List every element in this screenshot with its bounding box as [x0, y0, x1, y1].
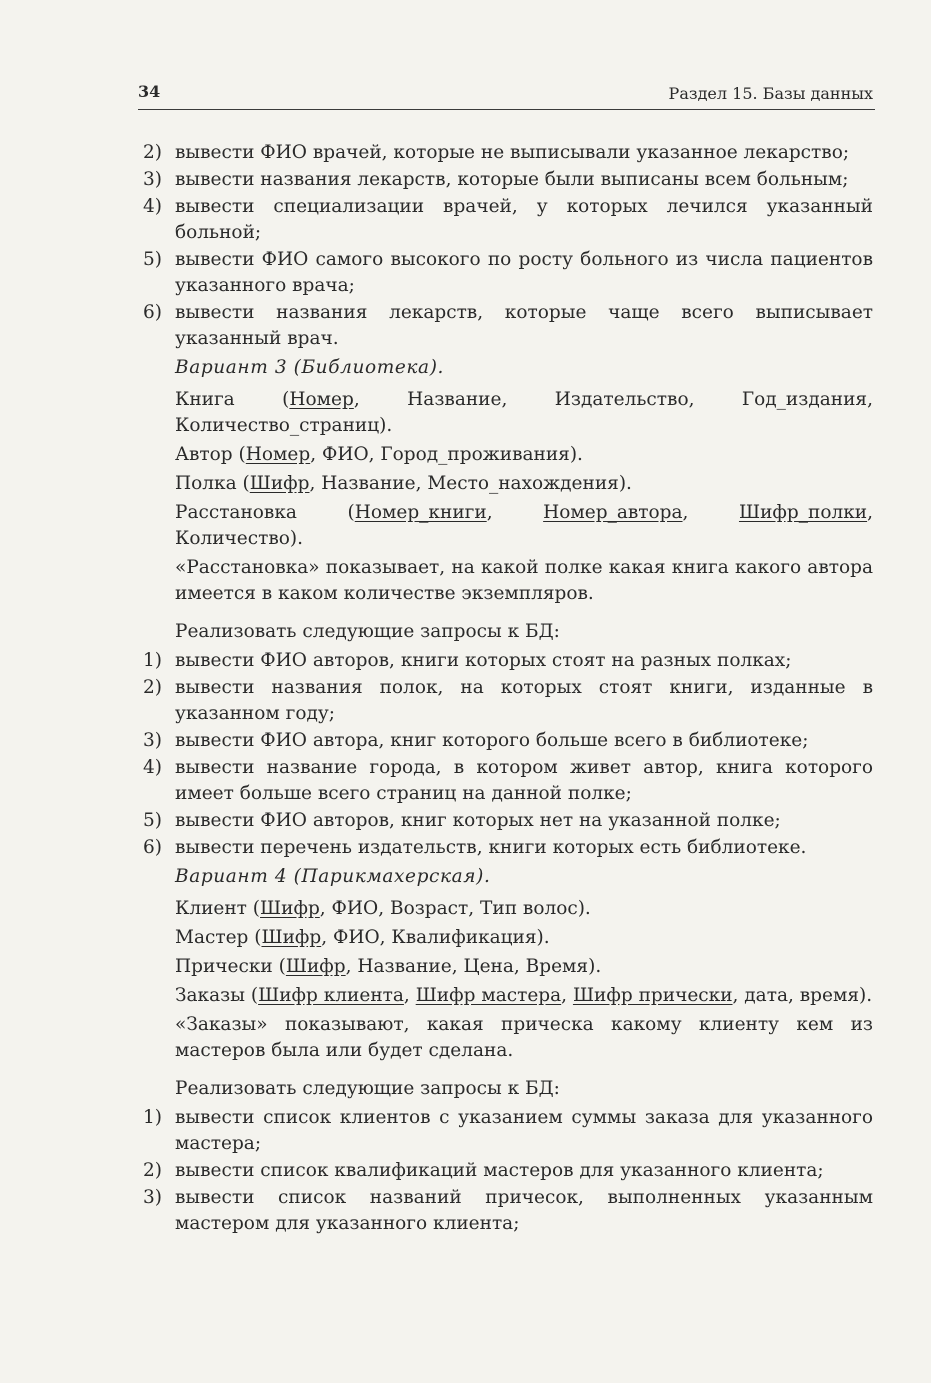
primary-key: Шифр_полки — [738, 502, 868, 523]
primary-key: Номер_автора — [543, 502, 683, 523]
schema-master: Мастер (Шифр, ФИО, Квалификация). — [175, 927, 550, 948]
schema-hairstyles: Прически (Шифр, Название, Цена, Время). — [175, 956, 602, 977]
queries-intro: Реализовать следующие запросы к БД: — [175, 1078, 560, 1099]
primary-key: Шифр — [260, 898, 320, 919]
schema-client: Клиент (Шифр, ФИО, Возраст, Тип волос). — [175, 898, 591, 919]
list-item: 5) вывести ФИО самого высокого по росту больного из числа пациентов указанного врача; — [143, 249, 873, 296]
primary-key: Шифр мастера — [415, 985, 562, 1006]
queries-intro: Реализовать следующие запросы к БД: — [175, 621, 560, 642]
primary-key: Шифр — [261, 927, 322, 948]
list-item: 2) вывести список квалификаций мастеров для указанного клиента; — [143, 1160, 824, 1181]
primary-key: Номер — [289, 389, 354, 410]
list-item: 2) вывести ФИО врачей, которые не выписывали указанное лекарство; — [143, 142, 850, 163]
queries-list-variant2-continued — [140, 140, 873, 352]
list-item: 4) вывести название города, в котором живет автор, книга которого имеет больше всего страниц на данной полке; — [143, 757, 873, 804]
list-item: 6) вывести названия лекарств, которые чаще всего выписывает указанный врач. — [143, 302, 873, 349]
list-item: 3) вывести названия лекарств, которые были выписаны всем больным; — [143, 169, 849, 190]
list-item: 3) вывести ФИО автора, книг которого больше всего в библиотеке; — [143, 730, 809, 751]
primary-key: Номер_книги — [354, 502, 487, 523]
primary-key: Шифр — [249, 473, 310, 494]
primary-key: Шифр прически — [572, 985, 733, 1006]
running-header-title: Раздел 15. Базы данных — [668, 84, 873, 103]
queries-list-variant3 — [140, 648, 873, 861]
list-item: 5) вывести ФИО авторов, книг которых нет на указанной полке; — [143, 810, 781, 831]
variant4-heading: Вариант 4 (Парикмахерская). — [175, 866, 491, 887]
schema-orders: Заказы (Шифр клиента, Шифр мастера, Шифр прически, дата, время). — [175, 985, 873, 1006]
schema-author: Автор (Номер, ФИО, Город_проживания). — [175, 444, 583, 465]
page-number: 34 — [138, 82, 161, 101]
primary-key: Шифр клиента — [258, 985, 404, 1006]
variant3-heading: Вариант 3 (Библиотека). — [175, 357, 444, 378]
orders-note: «Заказы» показывают, какая прическа какому клиенту кем из мастеров была или будет сделана. — [175, 1014, 873, 1061]
queries-list-variant4 — [140, 1105, 873, 1237]
page-content — [140, 140, 873, 1238]
header-rule — [138, 109, 875, 110]
list-item: 1) вывести ФИО авторов, книги которых стоят на разных полках; — [143, 650, 792, 671]
list-item: 6) вывести перечень издательств, книги которых есть библиотеке. — [143, 837, 807, 858]
list-item: 2) вывести названия полок, на которых стоят книги, изданные в указанном году; — [143, 677, 873, 724]
schema-placement: Расстановка (Номер_книги, Номер_автора, Шифр_полки, Количество). — [175, 502, 873, 549]
list-item: 3) вывести список названий причесок, выполненных указанным мастером для указанного клиента; — [143, 1187, 873, 1234]
primary-key: Шифр — [285, 956, 346, 977]
placement-note: «Расстановка» показывает, на какой полке какая книга какого автора имеется в каком количестве экземпляров. — [175, 557, 873, 604]
schema-book: Книга (Номер, Название, Издательство, Год_издания, Количество_страниц). — [175, 389, 873, 436]
schema-shelf: Полка (Шифр, Название, Место_нахождения). — [175, 473, 632, 494]
list-item: 4) вывести специализации врачей, у которых лечился указанный больной; — [143, 196, 873, 243]
list-item: 1) вывести список клиентов с указанием суммы заказа для указанного мастера; — [143, 1107, 873, 1154]
primary-key: Номер — [245, 444, 311, 465]
